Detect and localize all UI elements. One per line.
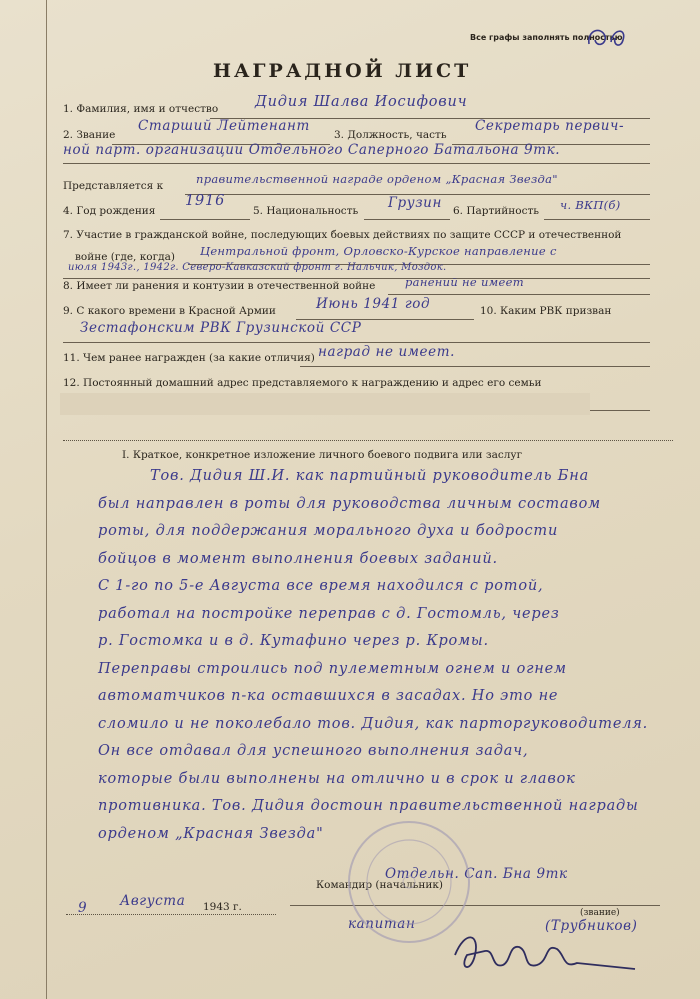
field-10-label: 10. Каким РВК призван: [480, 305, 612, 317]
field-6-label: 6. Партийность: [453, 205, 540, 217]
narrative-line: которые были выполнены на отлично и в срок и главок: [98, 770, 576, 787]
narrative-line: Он все отдавал для успешного выполнения задач,: [98, 743, 529, 759]
war-participation-value-line1: Центральной фронт, Орловско-Курское направление с: [200, 244, 557, 258]
narrative-line: бойцов в момент выполнения боевых заданий.: [98, 550, 498, 567]
narrative-line: противника. Тов. Дидия достоин правительственной награды: [98, 798, 639, 814]
redacted-address: [60, 393, 590, 415]
narrative-line: автоматчиков п-ка оставшихся в засадах. Но это не: [98, 688, 559, 704]
narrative-line: роты, для поддержания морального духа и бодрости: [98, 523, 559, 539]
field-4-label: 4. Год рождения: [63, 205, 156, 217]
commander-unit-value: Отдельн. Сап. Бна 9тк: [385, 866, 568, 882]
narrative-line: орденом „Красная Звезда": [98, 825, 324, 842]
narrative-line: Переправы строились под пулеметным огнем и огнем: [98, 660, 567, 677]
narrative-line: Тов. Дидия Ш.И. как партийный руководитель Бна: [150, 468, 590, 484]
narrative-line: сломило и не поколебало тов. Дидия, как парторгуководителя.: [98, 715, 649, 732]
page-title: НАГРАДНОЙ ЛИСТ: [213, 60, 472, 82]
field-8-label: 8. Имеет ли ранения и контузии в отечественной войне: [63, 280, 376, 292]
page-number-mark: [583, 22, 635, 52]
field-5-label: 5. Национальность: [253, 205, 359, 217]
section-heading: I. Краткое, конкретное изложение личного боевого подвига или заслуг: [122, 449, 523, 461]
field-3-label: 3. Должность, часть: [334, 129, 447, 141]
rank-caption: (звание): [580, 908, 620, 918]
rank-value: Старший Лейтенант: [138, 118, 310, 134]
field-9-label: 9. С какого времени в Красной Армии: [63, 305, 276, 317]
war-participation-value-line2: июля 1943г., 1942г. Северо-Кавказский фронт г. Нальчик, Моздок.: [68, 262, 447, 273]
previous-awards-value: наград не имеет.: [318, 344, 456, 360]
narrative-line: р. Гостомка и в д. Кутафино через р. Кромы.: [98, 633, 489, 649]
narrative-line: С 1-го по 5-е Августа все время находился с ротой,: [98, 578, 544, 594]
narrative-line: был направлен в роты для руководства личным составом: [98, 495, 601, 512]
commander-label: Командир (начальник): [316, 879, 443, 891]
binding-margin-line: [46, 0, 47, 999]
draft-office-value: Зестафонским РВК Грузинской ССР: [80, 320, 362, 336]
date-month: Августа: [120, 893, 186, 909]
field-12-label: 12. Постоянный домашний адрес представляемого к награждению и адрес его семьи: [63, 377, 542, 389]
fill-all-fields-note: Все графы заполнять полностью: [470, 33, 623, 42]
nationality-value: Грузин: [388, 195, 442, 211]
full-name-value: Дидия Шалва Иосифович: [255, 94, 468, 110]
party-value: ч. ВКП(б): [560, 198, 621, 212]
date-day: 9: [78, 900, 88, 916]
commander-rank-value: капитан: [348, 916, 416, 932]
field-11-label: 11. Чем ранее награжден (за какие отличия): [63, 352, 315, 364]
army-since-value: Июнь 1941 год: [316, 296, 431, 312]
commander-signature: [445, 925, 645, 980]
binding-margin-label: [22, 360, 38, 620]
commander-name-value: (Трубников): [545, 918, 638, 934]
position-value-line2: ной парт. организации Отдельного Саперного Батальона 9тк.: [63, 142, 561, 158]
presented-value: правительственной награде орденом „Красная Звезда": [196, 172, 558, 186]
position-value-line1: Секретарь первич-: [475, 118, 625, 134]
field-7-label-line1: 7. Участие в гражданской войне, последующих боевых действиях по защите СССР и отечественной: [63, 229, 622, 241]
narrative-line: работал на постройке переправ с д. Гостомль, через: [98, 605, 560, 622]
presented-label: Представляется к: [63, 180, 164, 192]
field-2-label: 2. Звание: [63, 129, 116, 141]
birth-year-value: 1916: [185, 193, 226, 209]
field-7-label-line2: войне (где, когда): [75, 251, 175, 263]
wounds-value: ранений не имеет: [405, 275, 524, 289]
date-year: 1943 г.: [203, 901, 242, 913]
field-1-label: 1. Фамилия, имя и отчество: [63, 103, 219, 115]
